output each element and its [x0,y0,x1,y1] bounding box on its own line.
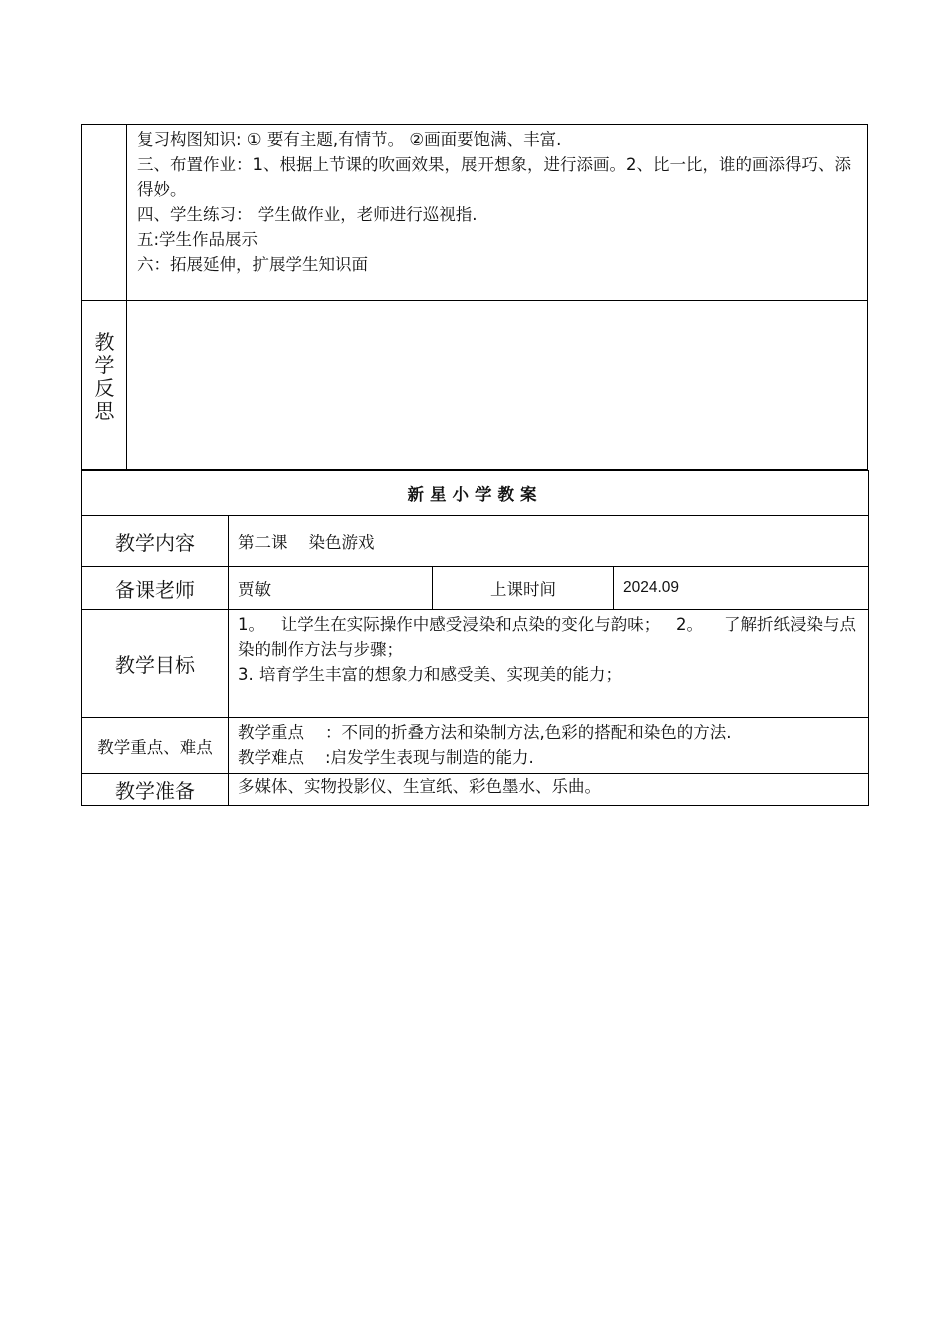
step-line: 五:学生作品展示 [137,230,259,249]
preparation-value: 多媒体、实物投影仪、生宣纸、彩色墨水、乐曲。 [229,774,869,806]
class-time-label: 上课时间 [433,567,614,610]
step-line: 三、布置作业：1、根据上节课的吹画效果，展开想象，进行添画。2、比一比，谁的画添得巧、添得妙。 [137,155,851,199]
key-point-line: 教学重点 ：不同的折叠方法和染制方法,色彩的搭配和染色的方法. [238,723,732,742]
lesson-plan-title: 新星小学教案 [82,471,869,516]
key-points-text [229,718,869,774]
teaching-reflection-label: 教 学 反 思 [94,330,115,423]
preparation-label: 教学准备 [82,774,229,806]
step-line: 六：拓展延伸，扩展学生知识面 [137,255,368,274]
goal-label: 教学目标 [82,610,229,718]
teaching-steps [137,127,862,277]
class-time-value: 2024.09 [614,567,869,610]
row-divider [82,300,867,301]
lesson-plan-table [81,470,869,806]
key-points-label: 教学重点、难点 [82,718,229,774]
difficulty-line: 教学难点 :启发学生表现与制造的能力. [238,748,534,767]
goal-line: 3. 培育学生丰富的想象力和感受美、实现美的能力； [238,665,622,684]
content-value: 第二课 染色游戏 [229,516,869,567]
content-label: 教学内容 [82,516,229,567]
step-line: 复习构图知识: ① 要有主题,有情节。 ②画面要饱满、丰富. [137,130,562,149]
goal-line: 1。 让学生在实际操作中感受浸染和点染的变化与韵味； 2。 了解折纸浸染与点染的制作方法与步骤； [238,615,856,659]
teacher-label: 备课老师 [82,567,229,610]
step-line: 四、学生练习： 学生做作业，老师进行巡视指. [137,205,478,224]
lesson-continuation-table [81,124,868,470]
goal-text [229,610,869,718]
teacher-value: 贾敏 [229,567,433,610]
